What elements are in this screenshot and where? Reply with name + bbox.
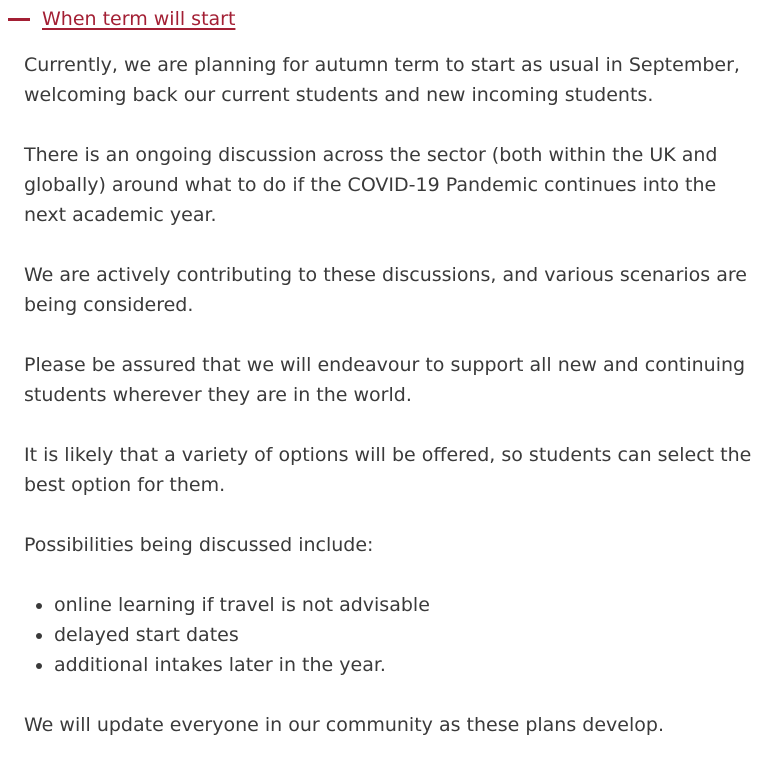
possibilities-list bbox=[24, 590, 754, 680]
paragraph: There is an ongoing discussion across the sector (both within the UK and globally) around what to do if the COVID-19 Pandemic continues into the next academic year. bbox=[24, 144, 718, 226]
paragraph: Currently, we are planning for autumn term to start as usual in September, welcoming back our current students and new incoming students. bbox=[24, 54, 740, 106]
paragraph: We are actively contributing to these discussions, and various scenarios are being considered. bbox=[24, 264, 747, 316]
collapse-minus-icon[interactable] bbox=[8, 4, 30, 34]
paragraph: It is likely that a variety of options will be offered, so students can select the best option for them. bbox=[24, 444, 752, 496]
paragraph: Please be assured that we will endeavour to support all new and continuing students wherever they are in the world. bbox=[24, 354, 746, 406]
paragraph: Possibilities being discussed include: bbox=[24, 534, 374, 556]
accordion-title-link[interactable]: When term will start bbox=[42, 8, 236, 30]
list-item: • online learning if travel is not advisable bbox=[54, 590, 754, 620]
accordion-content bbox=[24, 50, 754, 740]
closing-paragraph: We will update everyone in our community as these plans develop. bbox=[24, 714, 664, 736]
list-item: • additional intakes later in the year. bbox=[54, 650, 754, 680]
list-item: • delayed start dates bbox=[54, 620, 754, 650]
accordion-header[interactable] bbox=[8, 4, 235, 34]
